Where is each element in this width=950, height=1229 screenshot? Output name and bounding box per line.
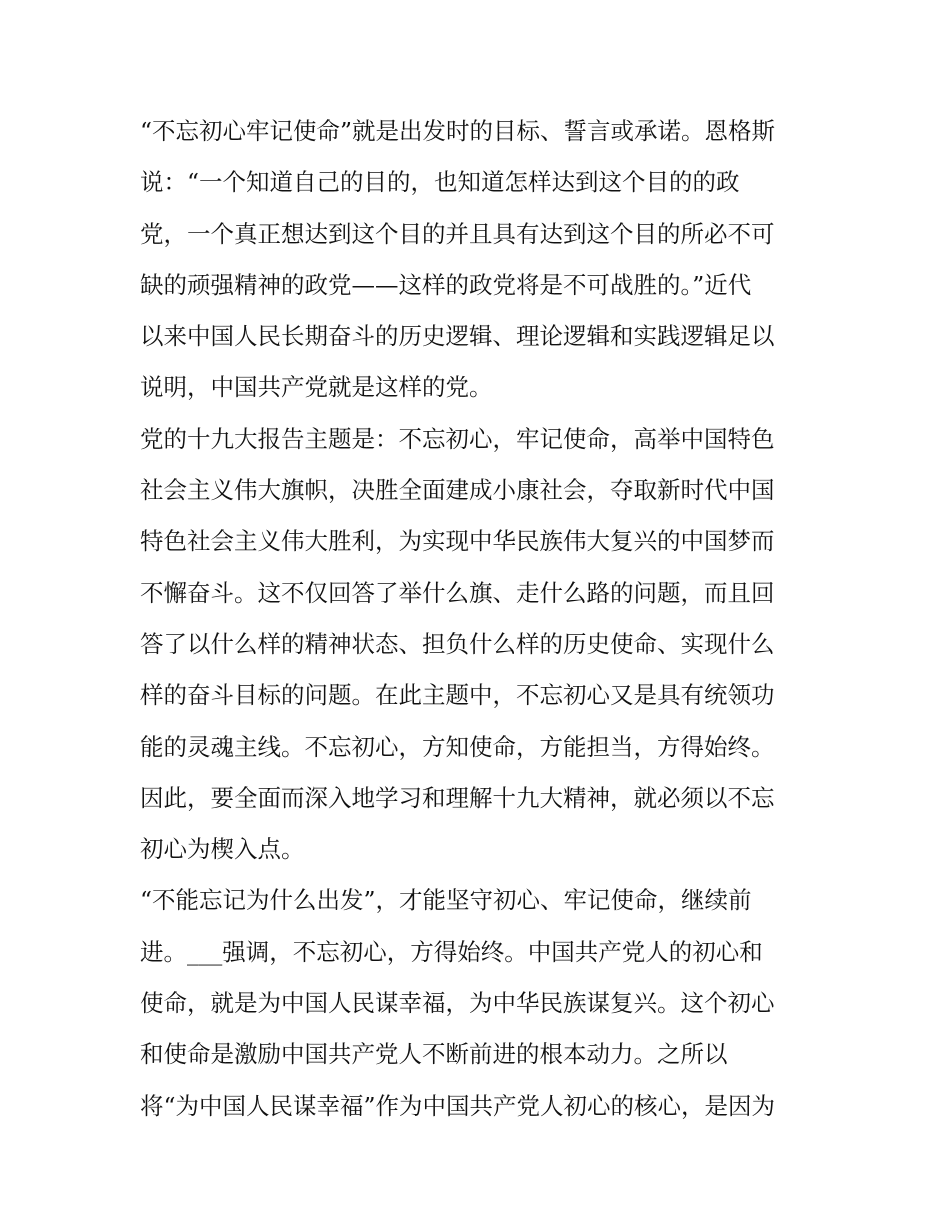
text-line: “不能忘记为什么出发”，才能坚守初心、牢记使命，继续前 [140,886,752,915]
text-line: 以来中国人民长期奋斗的历史逻辑、理论逻辑和实践逻辑足以 [140,322,775,351]
text-line: 因此，要全面而深入地学习和理解十九大精神，就必须以不忘 [140,783,775,812]
text-line: 社会主义伟大旗帜，决胜全面建成小康社会，夺取新时代中国 [140,476,775,505]
text-line: “不忘初心牢记使命”就是出发时的目标、誓言或承诺。恩格斯 [140,117,776,145]
text-line: 不懈奋斗。这不仅回答了举什么旗、走什么路的问题，而且回 [140,578,775,607]
text-line: 答了以什么样的精神状态、担负什么样的历史使命、实现什么 [140,629,775,658]
text-line: 能的灵魂主线。不忘初心，方知使命，方能担当，方得始终。 [140,732,775,761]
text-line: 样的奋斗目标的问题。在此主题中，不忘初心又是具有统领功 [140,681,775,710]
text-line: 说：“一个知道自己的目的，也知道怎样达到这个目的的政 [140,168,740,197]
text-line: 缺的顽强精神的政党——这样的政党将是不可战胜的。”近代 [140,270,752,299]
document-body [140,106,820,1132]
text-line: 将“为中国人民谋幸福”作为中国共产党人初心的核心，是因为 [140,1091,776,1120]
text-line: 使命，就是为中国人民谋幸福，为中华民族谋复兴。这个初心 [140,989,775,1018]
text-line: 党的十九大报告主题是：不忘初心，牢记使命，高举中国特色 [140,424,775,453]
text-line: 党，一个真正想达到这个目的并且具有达到这个目的所必不可 [140,219,775,248]
text-line: 初心为楔入点。 [140,835,305,864]
text-line: 说明，中国共产党就是这样的党。 [140,373,493,402]
text-line: 和使命是激励中国共产党人不断前进的根本动力。之所以 [140,1040,728,1069]
text-line: 进。___强调，不忘初心，方得始终。中国共产党人的初心和 [140,937,763,966]
text-line: 特色社会主义伟大胜利，为实现中华民族伟大复兴的中国梦而 [140,527,775,556]
